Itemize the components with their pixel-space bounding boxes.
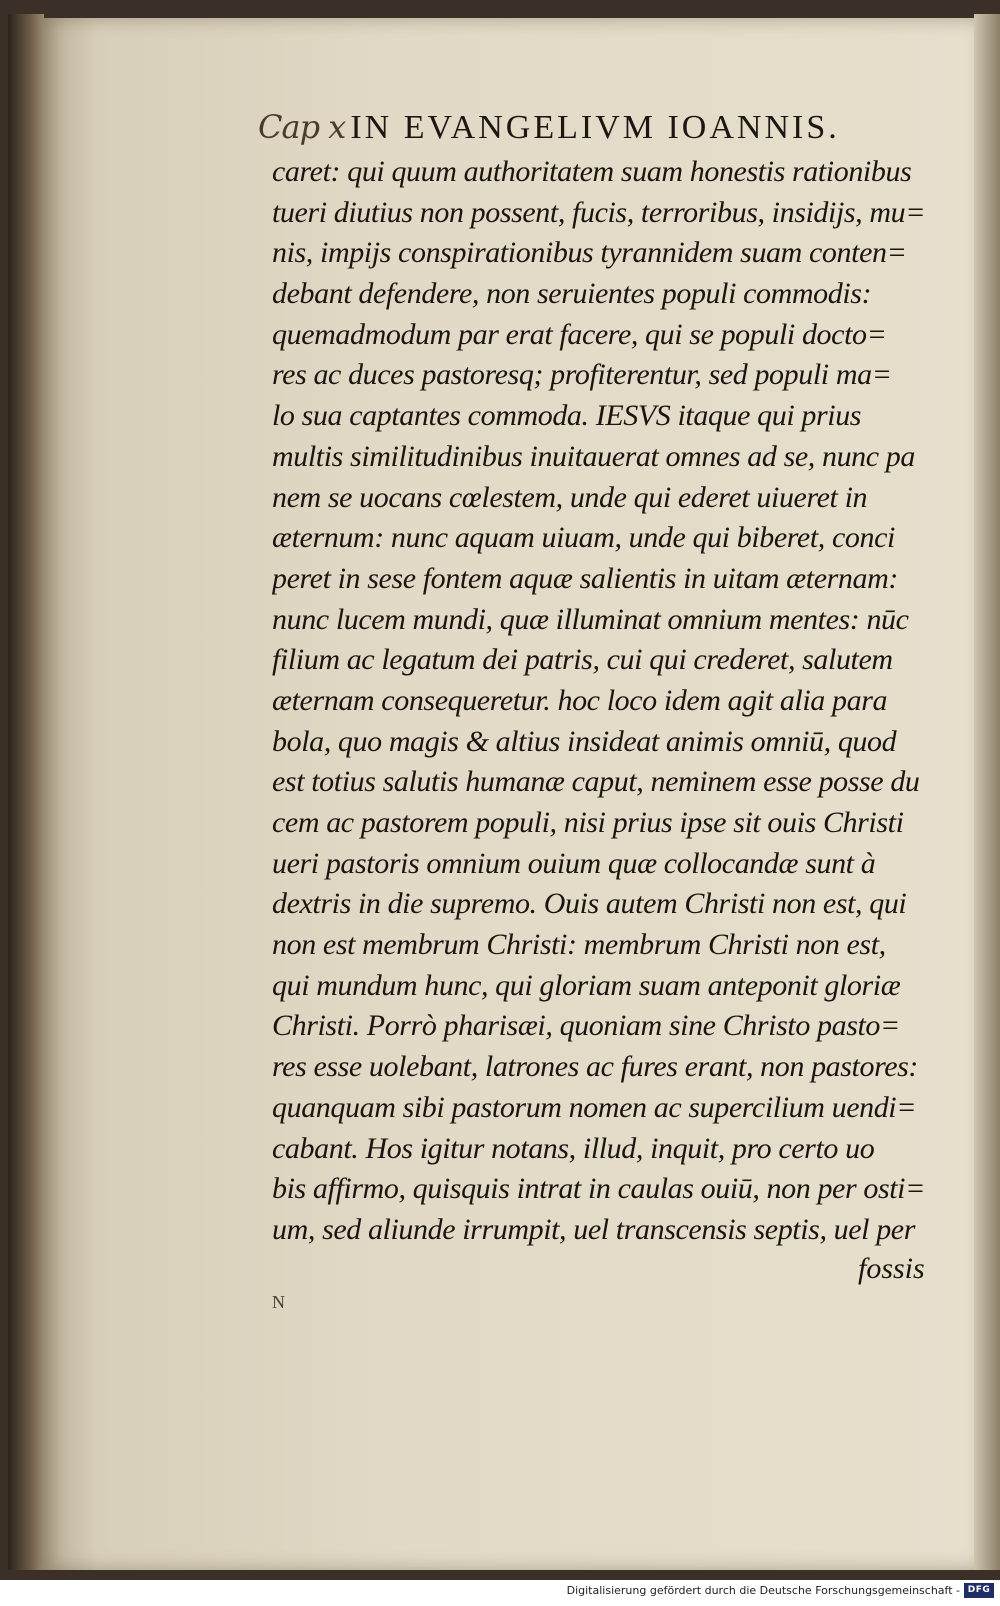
page-right-edge xyxy=(974,14,1000,1570)
text-line: bola, quo magis & altius insideat animis omniū, quod xyxy=(272,724,897,758)
text-line: quemadmodum par erat facere, qui se populi docto= xyxy=(272,317,887,351)
text-line: nis, impijs conspirationibus tyrannidem suam conten= xyxy=(272,236,907,270)
text-line: res esse uolebant, latrones ac fures erant, non pastores: xyxy=(272,1050,919,1084)
text-line: Christi. Porrò pharisæi, quoniam sine Christo pasto= xyxy=(272,1009,900,1043)
text-line: peret in sese fontem aquæ salientis in uitam æternam: xyxy=(272,561,898,595)
handwritten-chapter-annotation: Cap x xyxy=(258,108,346,146)
catchword: fossis xyxy=(858,1252,925,1285)
text-line: ueri pastoris omnium ouium quæ collocandæ sunt à xyxy=(272,846,876,880)
text-line: nem se uocans cœlestem, unde qui ederet uiueret in xyxy=(272,480,868,514)
text-line: cabant. Hos igitur notans, illud, inquit, pro certo uo xyxy=(272,1131,875,1165)
text-line: debant defendere, non seruientes populi commodis: xyxy=(272,277,872,311)
text-line: res ac duces pastoresq; profiterentur, sed populi ma= xyxy=(272,358,892,392)
text-line: lo sua captantes commoda. IESVS itaque qui prius xyxy=(272,399,862,433)
text-line: nunc lucem mundi, quæ illuminat omnium mentes: nūc xyxy=(272,602,909,636)
footer-credit: Digitalisierung gefördert durch die Deutsche Forschungsgemeinschaft - xyxy=(566,1584,960,1597)
running-head xyxy=(258,108,858,152)
text-line: um, sed aliunde irrumpit, uel transcensis septis, uel per xyxy=(272,1212,915,1246)
text-line: bis affirmo, quisquis intrat in caulas ouiū, non per osti= xyxy=(272,1172,925,1206)
text-line: caret: qui quum authoritatem suam honestis rationibus xyxy=(272,155,912,188)
dfg-logo-icon: DFG xyxy=(964,1583,994,1598)
text-line: qui mundum hunc, qui gloriam suam anteponit gloriæ xyxy=(272,968,901,1002)
text-line: quanquam sibi pastorum nomen ac supercilium uendi= xyxy=(272,1090,917,1124)
text-line: est totius salutis humanæ caput, neminem esse posse du xyxy=(272,765,920,799)
text-line: æternam consequeretur. hoc loco idem agit alia para xyxy=(272,683,888,717)
book-spine-edge xyxy=(8,14,44,1570)
digitization-footer xyxy=(0,1580,1000,1606)
running-head-title: IN EVANGELIVM IOANNIS. xyxy=(350,109,840,146)
text-line: cem ac pastorem populi, nisi prius ipse sit ouis Christi xyxy=(272,806,904,839)
text-line: filium ac legatum dei patris, cui qui crederet, salutem xyxy=(272,643,893,677)
text-line: æternum: nunc aquam uiuam, unde qui biberet, conci xyxy=(272,521,895,555)
text-line: dextris in die supremo. Ouis autem Christi non est, qui xyxy=(272,887,907,921)
text-line: non est membrum Christi: membrum Christi non est, xyxy=(272,928,886,962)
text-line: tueri diutius non possent, fucis, terroribus, insidijs, mu= xyxy=(272,195,926,229)
signature-mark: N xyxy=(272,1292,285,1312)
text-line: multis similitudinibus inuitauerat omnes ad se, nunc pa xyxy=(272,439,915,473)
body-text xyxy=(272,152,927,1251)
